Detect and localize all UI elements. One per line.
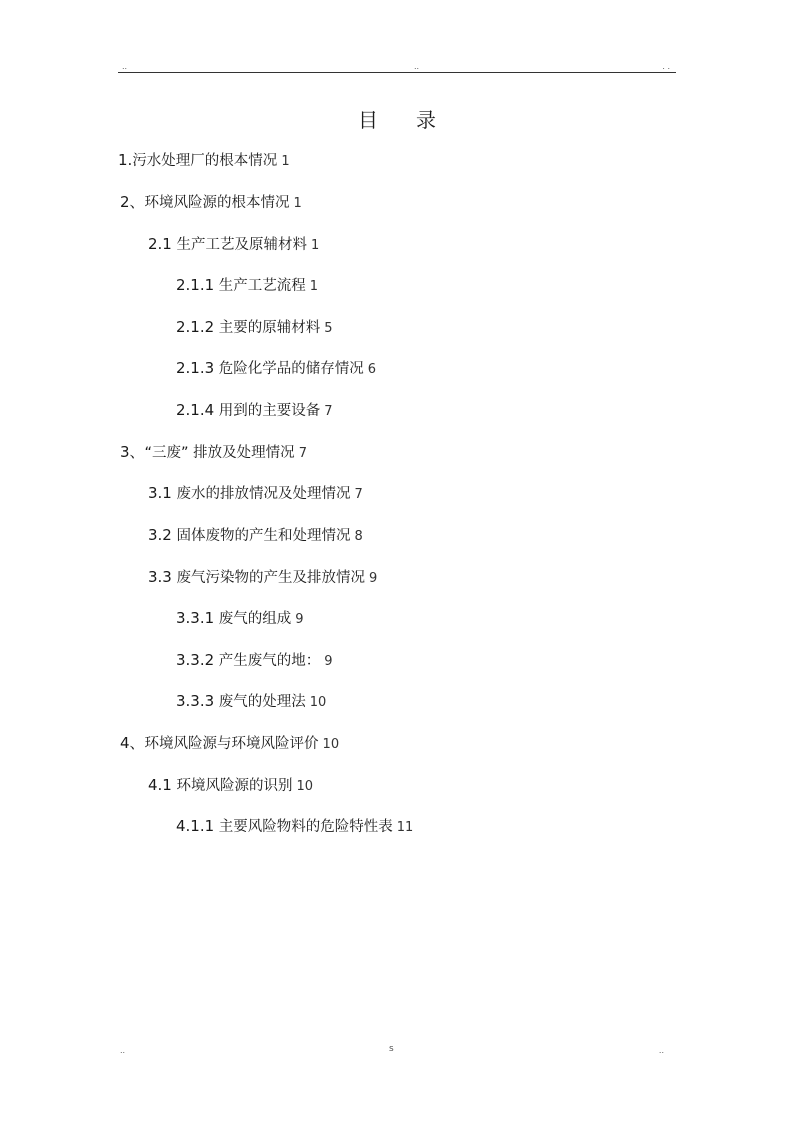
- toc-entry-text: 环境风险源的识别: [171, 778, 293, 794]
- toc-entry-number: 3、: [120, 443, 145, 461]
- toc-entry-number: 3.3.1: [176, 609, 215, 627]
- toc-entry-text: 生产工艺流程: [214, 278, 306, 294]
- toc-entry-text: 环境风险源的根本情况: [144, 195, 290, 211]
- toc-entry[interactable]: [148, 775, 313, 797]
- toc-entry-text: “三废” 排放及处理情况: [144, 445, 295, 461]
- toc-entry-number: 3.3.2: [176, 651, 215, 669]
- title-char-1: 目: [358, 108, 378, 132]
- toc-entry-page: 11: [396, 820, 414, 835]
- toc-entry-number: 2.1.2: [176, 318, 215, 336]
- toc-entry-number: 2、: [120, 193, 145, 211]
- toc-entry-page: 8: [354, 529, 363, 544]
- toc-entry-page: 10: [322, 737, 340, 752]
- toc-entry-page: 1: [293, 196, 302, 211]
- toc-entry-number: 4.1: [148, 776, 172, 794]
- toc-entry[interactable]: [176, 816, 413, 838]
- toc-entry[interactable]: [120, 442, 307, 464]
- toc-entry-number: 2.1.1: [176, 276, 215, 294]
- toc-entry[interactable]: [176, 275, 318, 297]
- toc-entry[interactable]: [148, 234, 319, 256]
- toc-entry[interactable]: [176, 650, 333, 672]
- toc-entry-page: 7: [324, 404, 333, 419]
- toc-entry-text: 环境风险源与环境风险评价: [144, 736, 319, 752]
- toc-entry-number: 2.1.4: [176, 401, 215, 419]
- toc-entry-text: 废气的组成: [214, 611, 292, 627]
- footer-page-mark: s: [389, 1044, 394, 1054]
- toc-entry-text: 废气的处理法: [214, 694, 306, 710]
- toc-entry[interactable]: [118, 150, 290, 172]
- toc-entry-number: 2.1: [148, 235, 172, 253]
- toc-entry[interactable]: [120, 733, 339, 755]
- footer-left-mark: ..: [120, 1046, 126, 1055]
- toc-entry-page: 1: [309, 279, 319, 294]
- toc-entry-page: 5: [324, 321, 333, 336]
- toc-entry-page: 9: [324, 654, 333, 669]
- footer-right-mark: ..: [658, 1046, 664, 1055]
- toc-entry-text: 产生废气的地：: [214, 653, 321, 669]
- toc-entry-text: 固体废物的产生和处理情况: [171, 528, 351, 544]
- toc-entry-page: 10: [309, 695, 327, 710]
- toc-entry[interactable]: [148, 567, 377, 589]
- toc-entry[interactable]: [176, 608, 304, 630]
- toc-entry-page: 9: [368, 571, 378, 586]
- toc-entry-page: 10: [296, 779, 314, 794]
- toc-entry-text: 主要的原辅材料: [214, 320, 321, 336]
- toc-entry-text: 主要风险物料的危险特性表: [214, 819, 393, 835]
- toc-entry-page: 6: [367, 362, 377, 377]
- header-right-mark: . .: [662, 62, 670, 71]
- toc-entry-number: 4、: [120, 734, 145, 752]
- toc-entry-page: 1: [281, 154, 290, 169]
- toc-entry-number: 1.: [118, 151, 133, 169]
- toc-entry[interactable]: [176, 400, 333, 422]
- toc-entry-text: 废气污染物的产生及排放情况: [171, 570, 365, 586]
- toc-entry-number: 3.1: [148, 484, 172, 502]
- toc-entry-page: 7: [298, 446, 307, 461]
- toc-entry-text: 危险化学品的储存情况: [214, 361, 364, 377]
- header-center-mark: ..: [414, 62, 420, 71]
- toc-entry-page: 9: [295, 612, 304, 627]
- page-footer: [118, 1042, 676, 1056]
- toc-entry-text: 用到的主要设备: [214, 403, 321, 419]
- toc-entry[interactable]: [148, 483, 363, 505]
- toc-entry[interactable]: [176, 691, 326, 713]
- toc-entry-text: 生产工艺及原辅材料: [171, 237, 307, 253]
- toc-entry-number: 3.3: [148, 568, 172, 586]
- toc-entry-number: 2.1.3: [176, 359, 215, 377]
- page-header: [118, 58, 676, 73]
- toc-entry-number: 4.1.1: [176, 817, 215, 835]
- toc-entry-page: 1: [310, 238, 320, 253]
- title-char-2: 录: [416, 108, 436, 132]
- page-title: [0, 104, 794, 133]
- toc-entry-text: 污水处理厂的根本情况: [132, 153, 278, 169]
- toc-entry-number: 3.3.3: [176, 692, 215, 710]
- toc-entry[interactable]: [176, 317, 333, 339]
- toc-entry-text: 废水的排放情况及处理情况: [171, 486, 351, 502]
- toc-entry[interactable]: [148, 525, 363, 547]
- toc-entry[interactable]: [120, 192, 302, 214]
- toc-entry-number: 3.2: [148, 526, 172, 544]
- toc-entry-page: 7: [354, 487, 363, 502]
- toc-entry[interactable]: [176, 358, 376, 380]
- header-left-mark: ..: [122, 62, 128, 71]
